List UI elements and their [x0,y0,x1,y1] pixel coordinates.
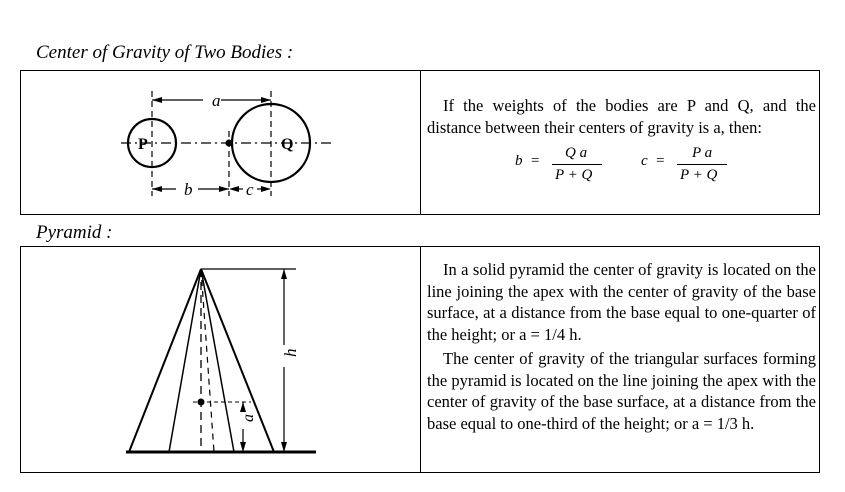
pyramid-text [427,259,816,434]
pyramid-panel [20,246,820,473]
section-heading-two-bodies: Center of Gravity of Two Bodies : [36,42,294,63]
two-bodies-text: If the weights of the bodies are P and Q, and the distance between their centers of gravity is a, then: [427,96,816,137]
label-a-height: a [240,414,257,422]
two-bodies-figure [21,71,420,216]
label-h: h [281,348,300,357]
panel-divider [420,247,421,472]
label-p: P [138,136,148,153]
label-a: a [212,91,221,110]
panel-divider [420,71,421,214]
label-q: Q [281,136,294,153]
formula-b-lhs: b = [515,153,541,169]
two-bodies-panel: a b c P Q If the weights of the bodies are P and Q, and the distance between their centers of gravity is a, then: b = Q a P + Q c = P a P + Q [20,70,820,215]
section-heading-pyramid: Pyramid : [36,222,113,243]
pyramid-para-1: In a solid pyramid the center of gravity is located on the line joining the apex with the center of gravity of the base surface, at a distance from the base equal to one-quarter of the height; or a = 1/4 h. [427,260,816,344]
label-b: b [184,180,193,199]
label-c: c [246,180,254,199]
pyramid-figure [21,247,420,474]
formula-c-lhs: c = [641,153,666,169]
combined-center-dot [226,140,233,147]
pyramid-para-2: The center of gravity of the triangular surfaces forming the pyramid is located on the line joining the apex with the center of gravity of the base surface, at a distance from the base equal to one-third of the height; or a = 1/3 h. [427,349,816,433]
